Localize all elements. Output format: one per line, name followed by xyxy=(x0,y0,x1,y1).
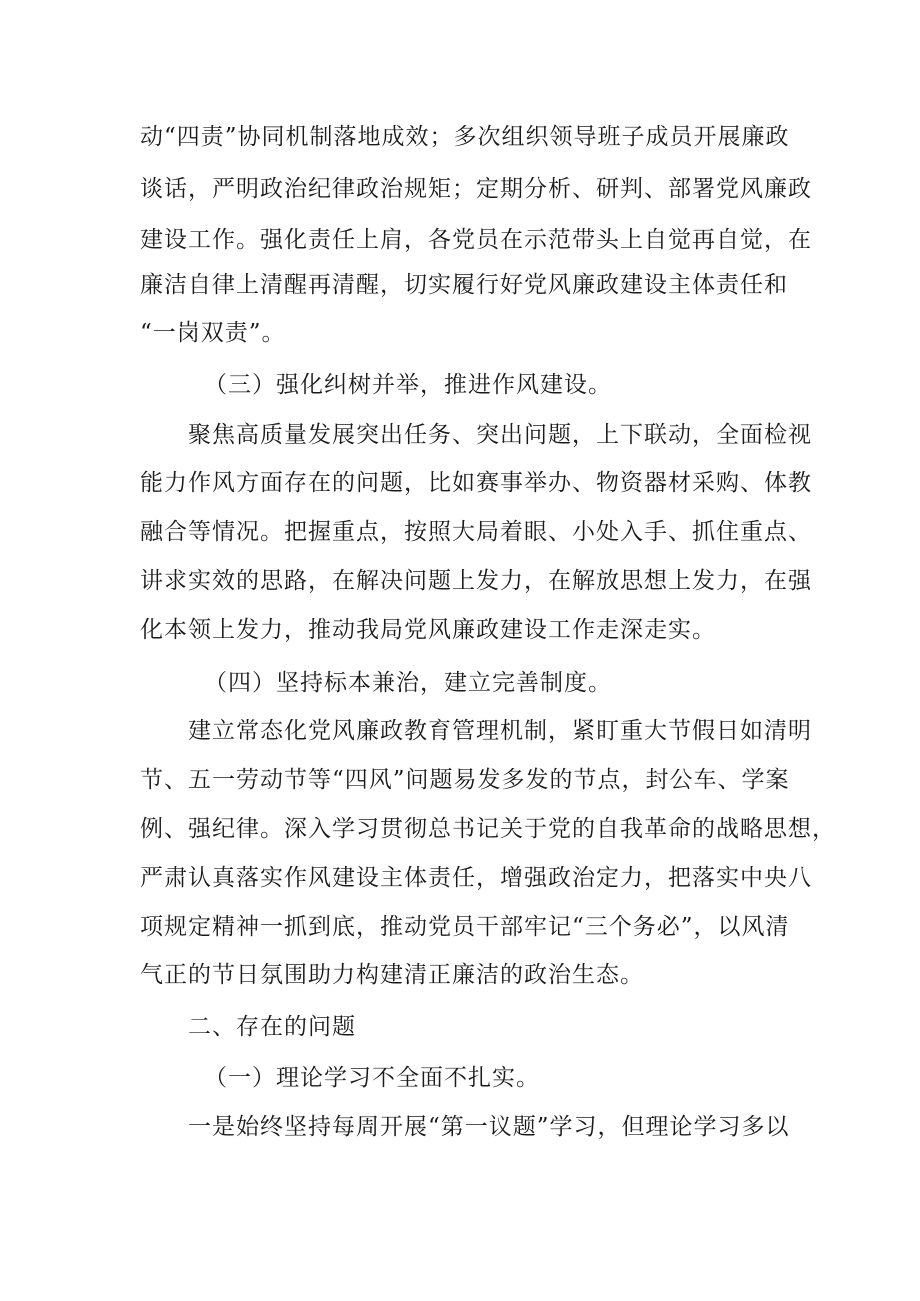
body-text-line: 气正的节日氛围助力构建清正廉洁的政治生态。 xyxy=(140,962,644,988)
chapter-heading-2: 二、存在的问题 xyxy=(188,1014,356,1040)
body-text-line: 融合等情况。把握重点，按照大局着眼、小处入手、抓住重点、 xyxy=(140,519,812,545)
body-text-line: 化本领上发力，推动我局党风廉政建设工作走深走实。 xyxy=(140,617,716,643)
section-heading-3: （三）强化纠树并举，推进作风建设。 xyxy=(204,372,612,398)
paragraph-start-line: 一是始终坚持每周开展“第一议题”学习，但理论学习多以 xyxy=(188,1114,790,1140)
body-text-line: 严肃认真落实作风建设主体责任，增强政治定力，把落实中央八 xyxy=(140,865,812,891)
body-text-line: 廉洁自律上清醒再清醒，切实履行好党风廉政建设主体责任和 xyxy=(140,272,788,298)
section-heading-4: （四）坚持标本兼治，建立完善制度。 xyxy=(204,670,612,696)
body-text-line: 谈话，严明政治纪律政治规矩；定期分析、研判、部署党风廉政 xyxy=(140,176,812,202)
section-heading-1: （一）理论学习不全面不扎实。 xyxy=(204,1065,540,1091)
paragraph-start-line: 建立常态化党风廉政教育管理机制，紧盯重大节假日如清明 xyxy=(188,718,812,744)
body-text-line: 建设工作。强化责任上肩，各党员在示范带头上自觉再自觉，在 xyxy=(140,227,812,253)
body-text-line: 讲求实效的思路，在解决问题上发力，在解放思想上发力，在强 xyxy=(140,568,812,594)
body-text-line: “一岗双责”。 xyxy=(140,320,286,346)
body-text-line: 能力作风方面存在的问题，比如赛事举办、物资器材采购、体教 xyxy=(140,470,812,496)
paragraph-start-line: 聚焦高质量发展突出任务、突出问题，上下联动，全面检视 xyxy=(188,422,812,448)
body-text-line: 节、五一劳动节等“四风”问题易发多发的节点，封公车、学案 xyxy=(140,767,790,793)
body-text-line: 动“四责”协同机制落地成效；多次组织领导班子成员开展廉政 xyxy=(140,124,790,150)
body-text-line: 例、强纪律。深入学习贯彻总书记关于党的自我革命的战略思想， xyxy=(140,816,836,842)
body-text-line: 项规定精神一抓到底，推动党员干部牢记“三个务必”，以风清 xyxy=(140,914,790,940)
